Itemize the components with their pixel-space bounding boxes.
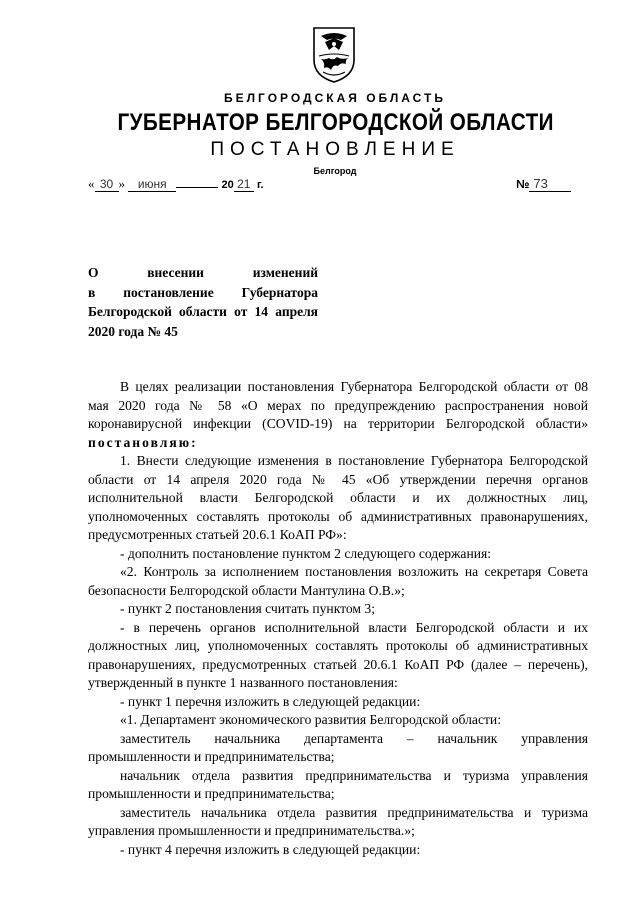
paragraph-department: «1. Департамент экономического развития Белгородской области: xyxy=(120,712,501,727)
document-date xyxy=(88,176,264,192)
paragraph-list-item-4: - пункт 4 перечня изложить в следующей редакции: xyxy=(120,841,421,857)
paragraph-position-2: начальник отдела развития предпринимательства и туризма управления промышленности и предпринимательства; xyxy=(88,767,588,801)
number-value: 73 xyxy=(529,176,571,192)
date-year-suffix: 21 xyxy=(234,177,254,192)
paragraph-add-item-2: - дополнить постановление пунктом 2 следующего содержания: xyxy=(120,545,492,561)
paragraph-item-1: 1. Внести следующие изменения в постановление Губернатора Белгородской области от 14 апреля 2020 года № 45 «Об утверждении перечня органов исполнительной власти Белгородской области и их должностных лиц, уполномоченных составлять протоколы об административных правонарушениях, предусмотренных статьей 20.6.1 КоАП РФ»: xyxy=(88,453,588,542)
city-name: Белгород xyxy=(313,166,357,176)
subject-line-2: в постановление Губернатора xyxy=(88,284,318,300)
paragraph-position-1: заместитель начальника департамента – начальник управления промышленности и предпринимательства; xyxy=(88,730,588,764)
document-type: ПОСТАНОВЛЕНИЕ xyxy=(210,139,460,160)
date-close-quote: » xyxy=(118,176,125,191)
paragraph-item-2-text: «2. Контроль за исполнением постановления возложить на секретаря Совета безопасности Белгородской области Мантулина О.В.»; xyxy=(88,564,588,598)
subject-line-1: О внесении изменений xyxy=(88,265,318,280)
date-year-abbr: г. xyxy=(257,179,264,191)
subject-line-3: Белгородской области от 14 апреля xyxy=(88,304,318,319)
document-authority: ГУБЕРНАТОР БЕЛГОРОДСКОЙ ОБЛАСТИ xyxy=(117,109,554,136)
paragraph-renumber: - пункт 2 постановления считать пунктом 3; xyxy=(120,601,375,616)
subject-line-4: 2020 года № 45 xyxy=(88,323,178,339)
region-name: БЕЛГОРОДСКАЯ ОБЛАСТЬ xyxy=(224,91,446,105)
preamble-text: В целях реализации постановления Губернатора Белгородской области от 08 мая 2020 года № 58 «О мерах по предупреждению распространения новой коронавирусной инфекции (COVID-19) на территории Белгородской области» xyxy=(88,379,588,431)
document-body xyxy=(88,378,588,859)
date-year-prefix: 20 xyxy=(221,179,234,191)
date-open-quote: « xyxy=(88,176,95,191)
paragraph-preamble xyxy=(88,378,588,452)
document-subject xyxy=(88,263,318,341)
paragraph-list-item-1: - пункт 1 перечня изложить в следующей редакции: xyxy=(120,693,421,709)
coat-of-arms-icon xyxy=(311,26,357,84)
number-label: № xyxy=(516,177,530,191)
document-number xyxy=(516,176,571,192)
resolve-word: постановляю: xyxy=(88,434,198,450)
date-month: июня xyxy=(128,177,176,192)
paragraph-list-intro: - в перечень органов исполнительной власти Белгородской области и их должностных лиц, уполномоченных составлять протоколы об административных правонарушениях, предусмотренных статьей 20.6.1 КоАП РФ (далее – перечень), утвержденный в пункте 1 названного постановления: xyxy=(88,619,588,690)
date-gap xyxy=(176,187,218,188)
date-day: 30 xyxy=(95,177,119,192)
paragraph-position-3: заместитель начальника отдела развития предпринимательства и туризма управления промышленности и предпринимательства.»; xyxy=(88,804,588,838)
